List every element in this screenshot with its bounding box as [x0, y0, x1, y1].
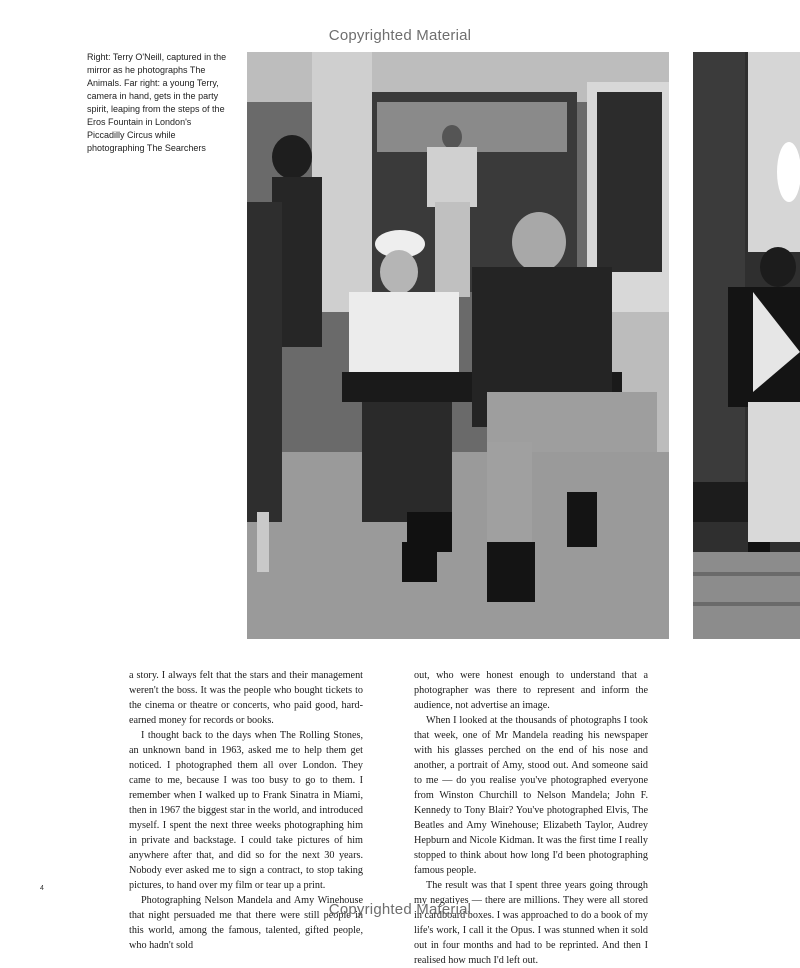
main-photograph — [247, 52, 669, 639]
right-paragraph-3: The result was that I spent three years going through my negatives — there are millions. They were all stored in cardboard boxes. I was approached to do a book of my life's work, I call it the Opus. I was stunned when it sold out in four months and had to be reprinted. And then I realised how much I'd left out. — [414, 880, 648, 966]
left-paragraph-2: I thought back to the days when The Rolling Stones, an unknown band in 1963, asked me to help them get noticed. I photographed them all over London. They came to me, because I was too busy to go to them. I remember when I walked up to Frank Sinatra in Miami, then in 1967 the biggest star in the world, and introduced myself. I spent the next three weeks photographing him in private and backstage. I could take pictures of him anywhere after that, and did so for the next 30 years. Nobody ever asked me to sign a contract, to stop taking pictures, to hand over my film or tear up a print. — [129, 730, 363, 891]
right-paragraph-1: out, who were honest enough to understand that a photographer was there to represent and inform the audience, not advertise an image. — [414, 670, 648, 711]
side-photograph — [693, 52, 800, 639]
left-paragraph-3: Photographing Nelson Mandela and Amy Winehouse that night persuaded me that there were still people in this world, among the famous, talented, gifted people, who hadn't sold — [129, 895, 363, 951]
body-text-right-column — [414, 668, 648, 968]
left-paragraph-1: a story. I always felt that the stars and their management weren't the boss. It was the people who bought tickets to the cinema or theatre or concerts, who paid good, hard-earned money for records or books. — [129, 670, 363, 726]
watermark-bottom: Copyrighted Material — [328, 901, 472, 918]
watermark-top: Copyrighted Material — [328, 27, 472, 44]
page-number: 4 — [40, 885, 44, 892]
photo-caption: Right: Terry O'Neill, captured in the mirror as he photographs The Animals. Far right: a young Terry, camera in hand, gets in the party spirit, leaping from the steps of the Eros Fountain in London's Piccadilly Circus while photographing The Searchers — [87, 52, 227, 153]
right-paragraph-2: When I looked at the thousands of photographs I took that week, one of Mr Mandela reading his newspaper with his glasses perched on the end of his nose and another, a portrait of Amy, stood out. And someone said to me — do you realise you've photographed everyone from Winston Churchill to Nelson Mandela; John F. Kennedy to Tony Blair? You've photographed Elvis, The Beatles and Amy Winehouse; Elizabeth Taylor, Audrey Hepburn and Nicole Kidman. It was the first time I really stopped to think about how long I'd been photographing famous people. — [414, 715, 648, 876]
